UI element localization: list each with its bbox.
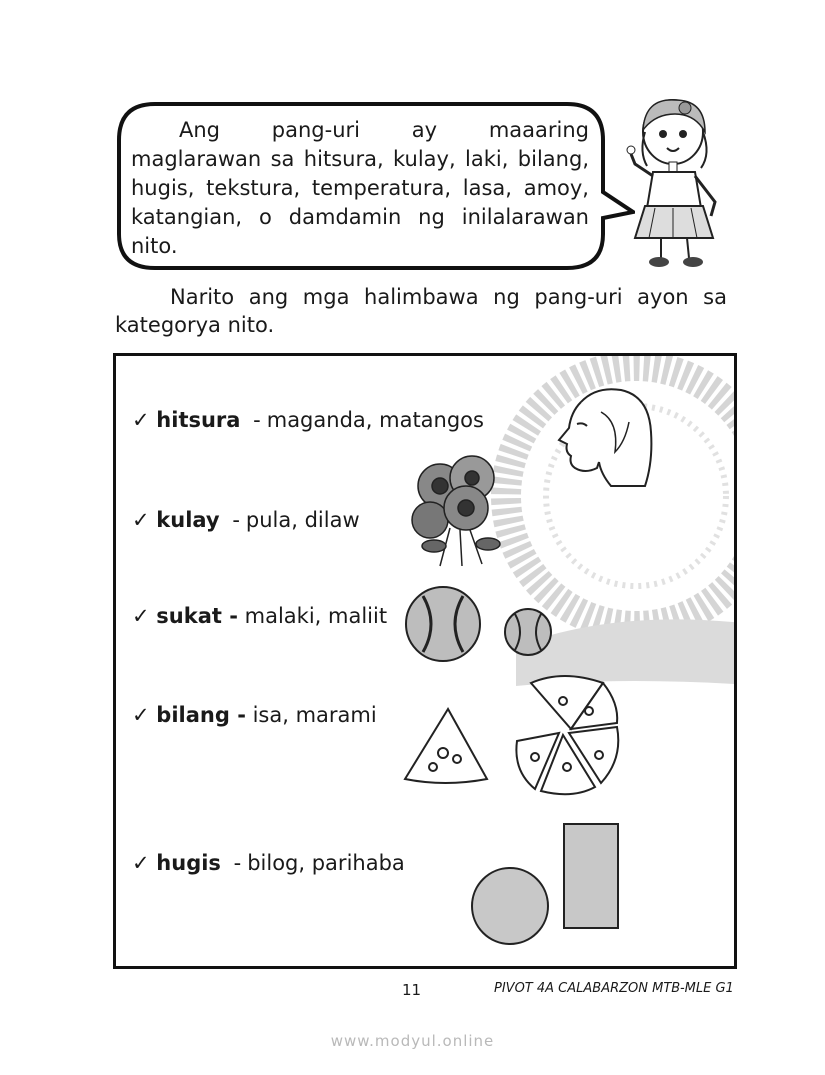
example-words: maganda, matangos: [266, 408, 484, 432]
example-term: kulay: [156, 508, 220, 532]
intro-text: Narito ang mga halimbawa ng pang-uri ayon sa kategorya nito.: [115, 285, 727, 337]
bubble-text: Ang pang-uri ay maaaring maglarawan sa hitsura, kulay, laki, bilang, hugis, tekstura, temperatura, lasa, amoy, katangian, o damdamin ng inilalarawan nito.: [131, 118, 589, 258]
example-row: ✓ hugis - bilog, parihaba: [132, 851, 405, 875]
examples-box: [113, 353, 737, 969]
girl-illustration: [615, 92, 730, 272]
example-row: ✓ kulay - pula, dilaw: [132, 508, 360, 532]
example-term: hugis: [156, 851, 221, 875]
circle-rectangle-icon: [468, 822, 638, 950]
example-words: isa, marami: [252, 703, 377, 727]
example-term: sukat -: [156, 604, 238, 628]
example-words: pula, dilaw: [245, 508, 360, 532]
site-watermark: www.modyul.online: [330, 1032, 495, 1050]
example-words: bilog, parihaba: [247, 851, 405, 875]
pizza-slices-icon: [403, 671, 633, 801]
example-row: ✓ hitsura - maganda, matangos: [132, 408, 484, 432]
speech-bubble: [115, 100, 607, 270]
example-row: ✓ sukat - malaki, maliit: [132, 604, 388, 628]
flowers-icon: [410, 454, 515, 572]
series-label: PIVOT 4A CALABARZON MTB-MLE G1: [494, 981, 734, 996]
example-row: ✓ bilang - isa, marami: [132, 703, 377, 727]
tennis-balls-icon: [403, 584, 563, 664]
example-term: bilang -: [156, 703, 246, 727]
example-words: malaki, maliit: [244, 604, 388, 628]
page-number: 11: [402, 981, 422, 999]
example-term: hitsura: [156, 408, 241, 432]
face-icon: [541, 382, 656, 492]
